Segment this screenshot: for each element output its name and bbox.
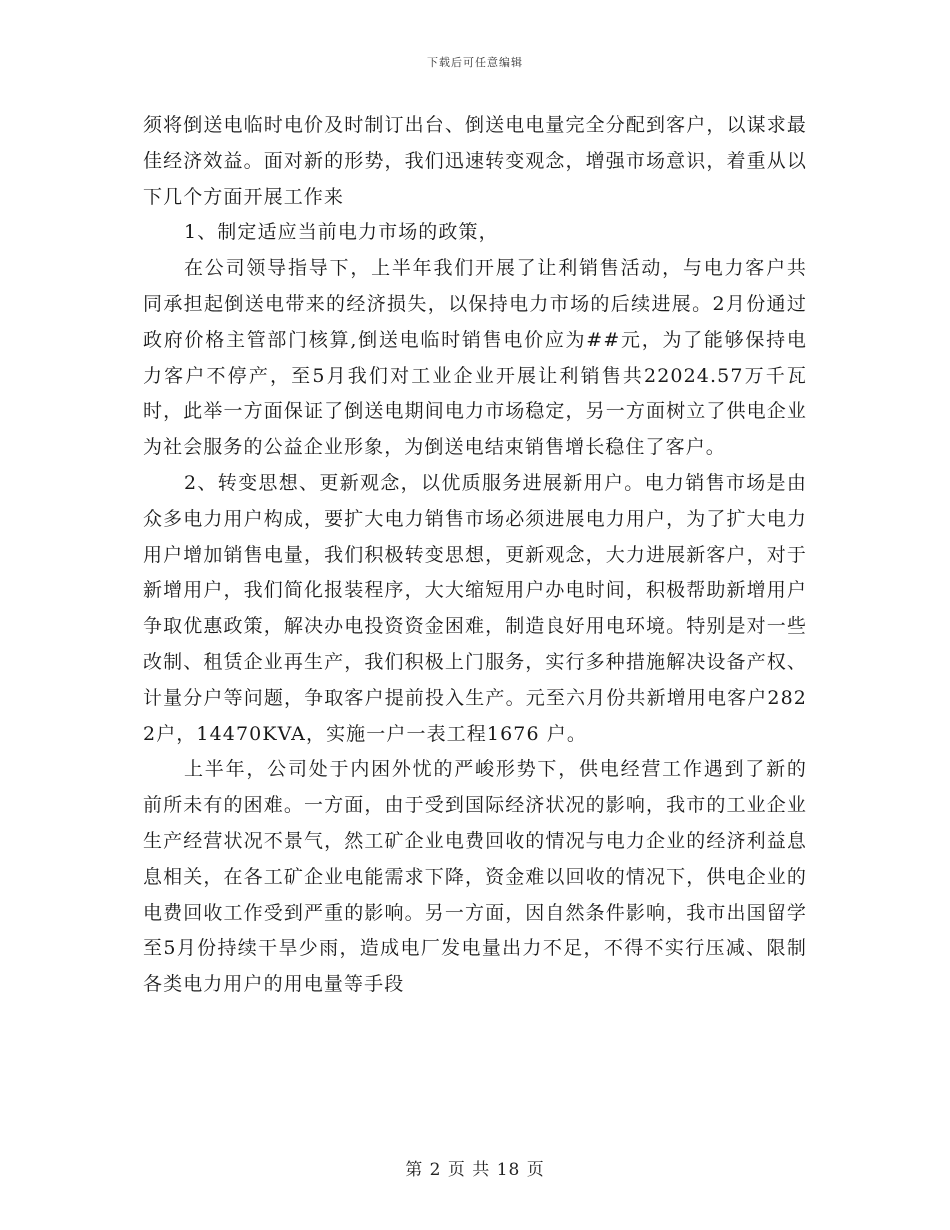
- section-heading-2-paragraph: 2、转变思想、更新观念，以优质服务进展新用户。电力销售市场是由众多电力用户构成，要扩大电力销售市场必须进展电力用户，为了扩大电力用户增加销售电量，我们积极转变思想，更新观念，大力进展新客户，对于新增用户，我们简化报装程序，大大缩短用户办电时间，积极帮助新增用户争取优惠政策，解决办电投资资金困难，制造良好用电环境。特别是对一些改制、租赁企业再生产，我们积极上门服务，实行多种措施解决设备产权、计量分户等问题，争取客户提前投入生产。元至六月份共新增用电客户2822户，14470KVA，实施一户一表工程1676 户。: [143, 471, 807, 745]
- paragraph-first-half-situation: 上半年，公司处于内困外忧的严峻形势下，供电经营工作遇到了新的前所未有的困难。一方面，由于受到国际经济状况的影响，我市的工业企业生产经营状况不景气，然工矿企业电费回收的情况与电力企业的经济利益息息相关，在各工矿企业电能需求下降，资金难以回收的情况下，供电企业的电费回收工作受到严重的影响。另一方面，因自然条件影响，我市出国留学至5月份持续干旱少雨，造成电厂发电量出力不足，不得不实行压减、限制各类电力用户的用电量等手段: [143, 758, 807, 996]
- document-body: [143, 108, 807, 1130]
- section-heading-1: 1、制定适应当前电力市场的政策，: [184, 221, 499, 244]
- page-header: 下载后可任意编辑: [427, 56, 523, 69]
- paragraph-continuation: 须将倒送电临时电价及时制订出台、倒送电电量完全分配到客户，以谋求最佳经济效益。面对新的形势，我们迅速转变观念，增强市场意识，着重从以下几个方面开展工作来: [143, 114, 807, 208]
- paragraph-pricing-policy: 在公司领导指导下，上半年我们开展了让利销售活动，与电力客户共同承担起倒送电带来的经济损失，以保持电力市场的后续进展。2月份通过政府价格主管部门核算,倒送电临时销售电价应为##元，为了能够保持电力客户不停产，至5月我们对工业企业开展让利销售共22024.57万千瓦时，此举一方面保证了倒送电期间电力市场稳定，另一方面树立了供电企业为社会服务的公益企业形象，为倒送电结束销售增长稳住了客户。: [143, 257, 807, 459]
- page-number-footer: 第 2 页 共 18 页: [405, 1160, 545, 1180]
